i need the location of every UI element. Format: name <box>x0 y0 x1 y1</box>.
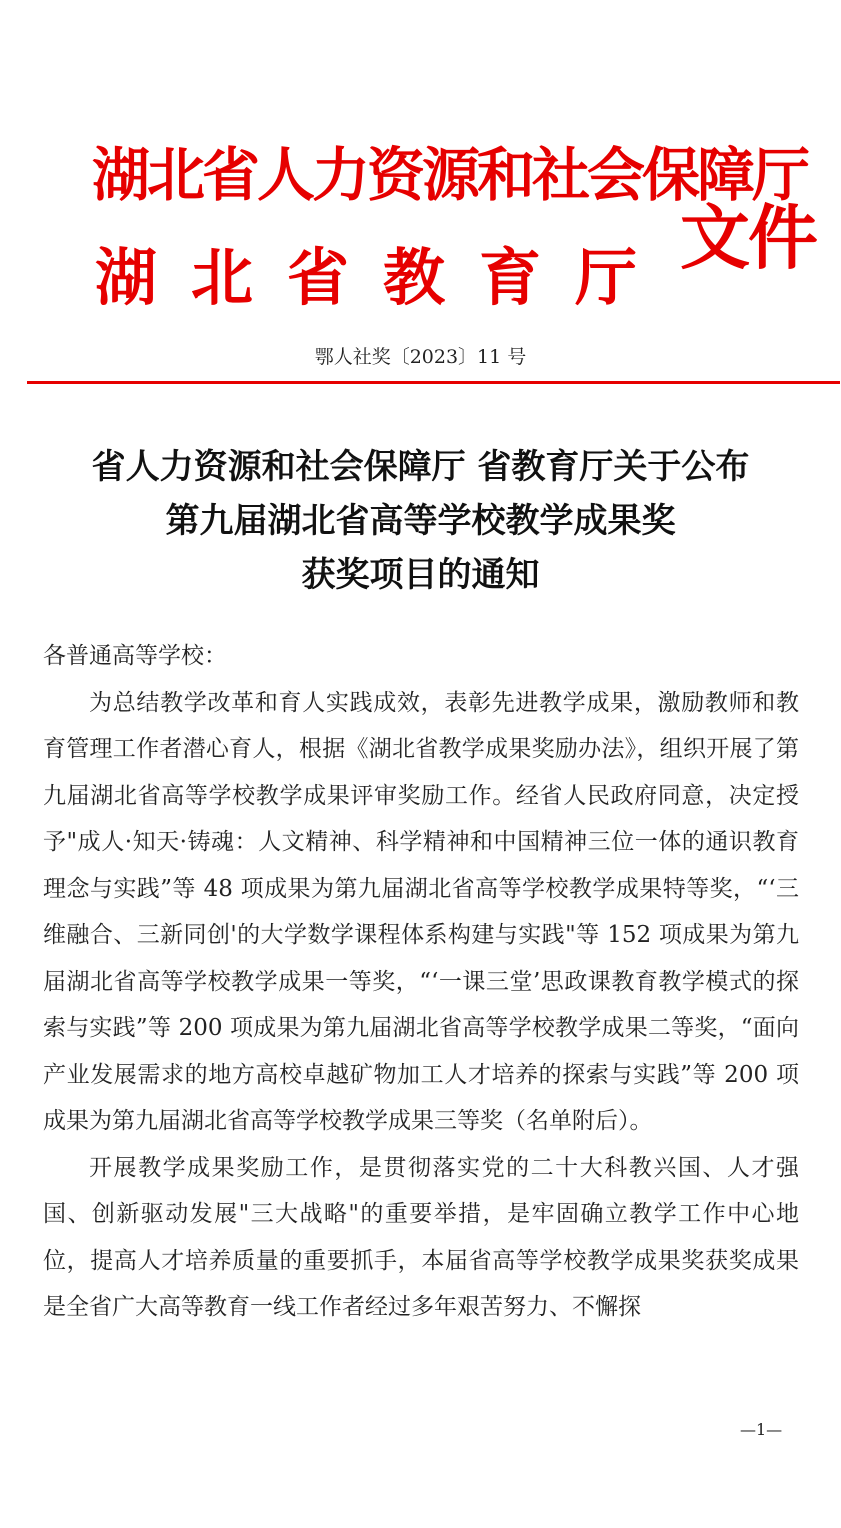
document-header <box>0 0 841 400</box>
document-number: 鄂人社奖〔2023〕11 号 <box>314 346 527 368</box>
page-number: —1— <box>740 1420 783 1439</box>
paragraph-1: 为总结教学改革和育人实践成效，表彰先进教学成果，激励教师和教育管理工作者潜心育人，根据《湖北省教学成果奖励办法》，组织开展了第九届湖北省高等学校教学成果评审奖励工作。经省人民政府同意，决定授予"成人·知天·铸魂：人文精神、科学精神和中国精神三位一体的通识教育理念与实践”等 48 项成果为第九届湖北省高等学校教学成果特等奖，“‘三维融合、三新同创'的大学数学课程体系构建与实践"等 152 项成果为第九届湖北省高等学校教学成果一等奖，“‘一课三堂’思政课教育教学模式的探索与实践”等 200 项成果为第九届湖北省高等学校教学成果二等奖，“面向产业发展需求的地方高校卓越矿物加工人才培养的探索与实践”等 200 项成果为第九届湖北省高等学校教学成果三等奖（名单附后）。 <box>43 689 799 1134</box>
salutation: 各普通高等学校： <box>43 643 227 669</box>
title-line-2: 第九届湖北省高等学校教学成果奖 <box>165 501 676 541</box>
document-label: 文件 <box>680 196 816 279</box>
document-body <box>43 633 799 1331</box>
issuer-line-hr-dept: 湖北省人力资源和社会保障厅 <box>92 141 808 209</box>
title-line-1: 省人力资源和社会保障厅 省教育厅关于公布 <box>91 447 750 487</box>
paragraph-2: 开展教学成果奖励工作，是贯彻落实党的二十大科教兴国、人才强国、创新驱动发展"三大战略"的重要举措，是牢固确立教学工作中心地位，提高人才培养质量的重要抓手，本届省高等学校教学成果奖获奖成果是全省广大高等教育一线工作者经过多年艰苦努力、不懈探 <box>43 1154 799 1320</box>
document-title <box>0 440 841 602</box>
issuer-line-edu-dept: 湖北省教育厅 <box>95 241 672 314</box>
red-divider-line <box>27 381 840 384</box>
title-line-3: 获奖项目的通知 <box>301 555 540 595</box>
